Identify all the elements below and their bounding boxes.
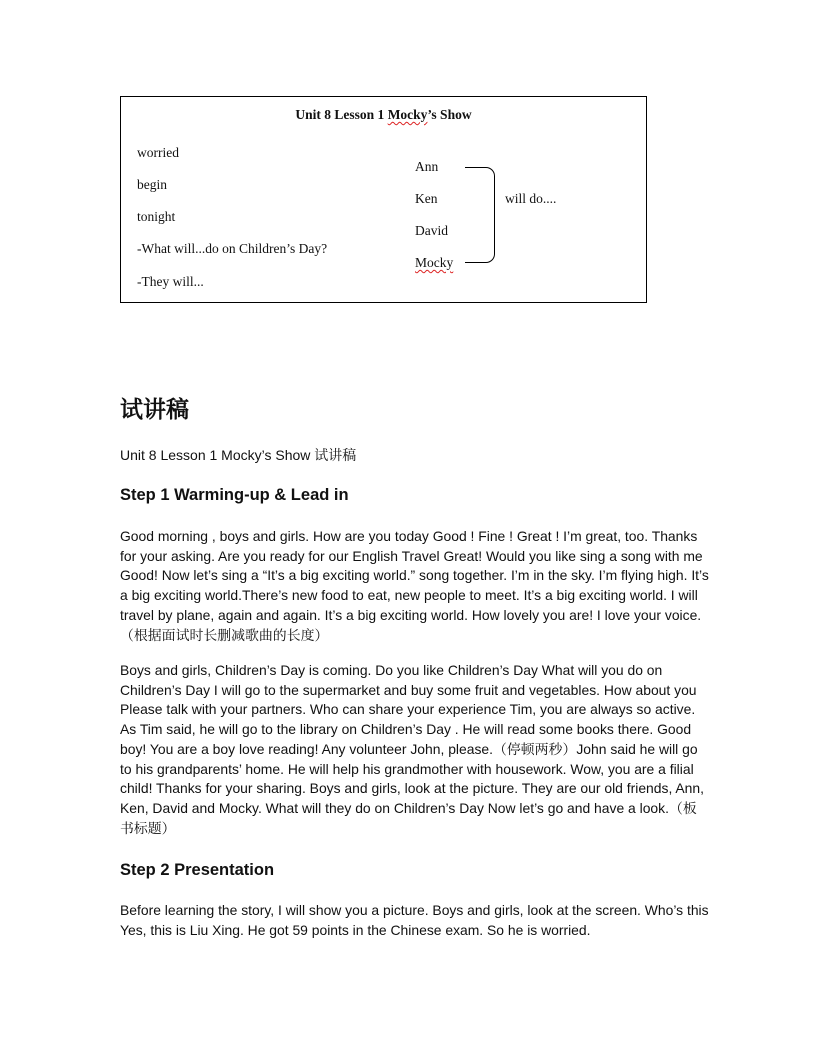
board-title-part1: Unit 8 Lesson 1 bbox=[295, 107, 388, 122]
step1-paragraph-2: Boys and girls, Children’s Day is coming. Do you like Children’s Day What will you do on Children’s Day I will go to the supermarket and buy some fruit and vegetables. How about you Please talk with your partners. Who can share your experience Tim, you are always so active. As Tim said, he will go to the library on Children’s Day . He will read some books there. Good boy! You are a boy love reading! Any volunteer John, please.（停顿两秒）John said he will go to his grandparents’ home. He will help his grandmother with housework. Wow, you are a filial child! Thanks for your sharing. Boys and girls, look at the picture. They are our old friends, Ann, Ken, David and Mocky. What will they do on Children’s Day Now let’s go and have a look.（板书标题） bbox=[120, 662, 704, 836]
board-title-mocky: Mocky bbox=[387, 107, 428, 122]
board-word-tonight: tonight bbox=[137, 209, 176, 224]
board-title bbox=[121, 107, 646, 123]
board-name-ann: Ann bbox=[415, 159, 439, 174]
board-question: -What will...do on Children’s Day? bbox=[137, 241, 328, 256]
blackboard-design-box bbox=[120, 96, 647, 303]
step2-paragraph-1: Before learning the story, I will show you a picture. Boys and girls, look at the screen. Who’s this Yes, this is Liu Xing. He got 59 points in the Chinese exam. So he is worried. bbox=[120, 902, 709, 938]
board-will-do: will do.... bbox=[505, 191, 557, 206]
board-name-mocky: Mocky bbox=[415, 255, 454, 270]
board-title-part2: ’s Show bbox=[427, 107, 472, 122]
lesson-subtitle: Unit 8 Lesson 1 Mocky’s Show 试讲稿 bbox=[120, 447, 357, 463]
board-answer: -They will... bbox=[137, 274, 204, 289]
page-heading: 试讲稿 bbox=[120, 397, 189, 423]
board-bracket bbox=[465, 167, 495, 263]
board-name-david: David bbox=[415, 223, 448, 238]
board-word-worried: worried bbox=[137, 145, 179, 160]
step1-paragraph-1: Good morning , boys and girls. How are you today Good ! Fine ! Great ! I’m great, too. Thanks for your asking. Are you ready for our English Travel Great! Would you like sing a song with me Good! Now let’s sing a “It’s a big exciting world.” song together. I’m in the sky. I’m flying high. It’s a big exciting world.There’s new food to eat, new people to meet. It’s a big exciting world. I will travel by plane, again and again. It’s a big exciting world. How lovely you are! I love your voice.（根据面试时长删减歌曲的长度） bbox=[120, 528, 709, 643]
step2-title: Step 2 Presentation bbox=[120, 861, 275, 879]
step1-title: Step 1 Warming-up & Lead in bbox=[120, 486, 349, 504]
board-word-begin: begin bbox=[137, 177, 167, 192]
board-name-ken: Ken bbox=[415, 191, 438, 206]
